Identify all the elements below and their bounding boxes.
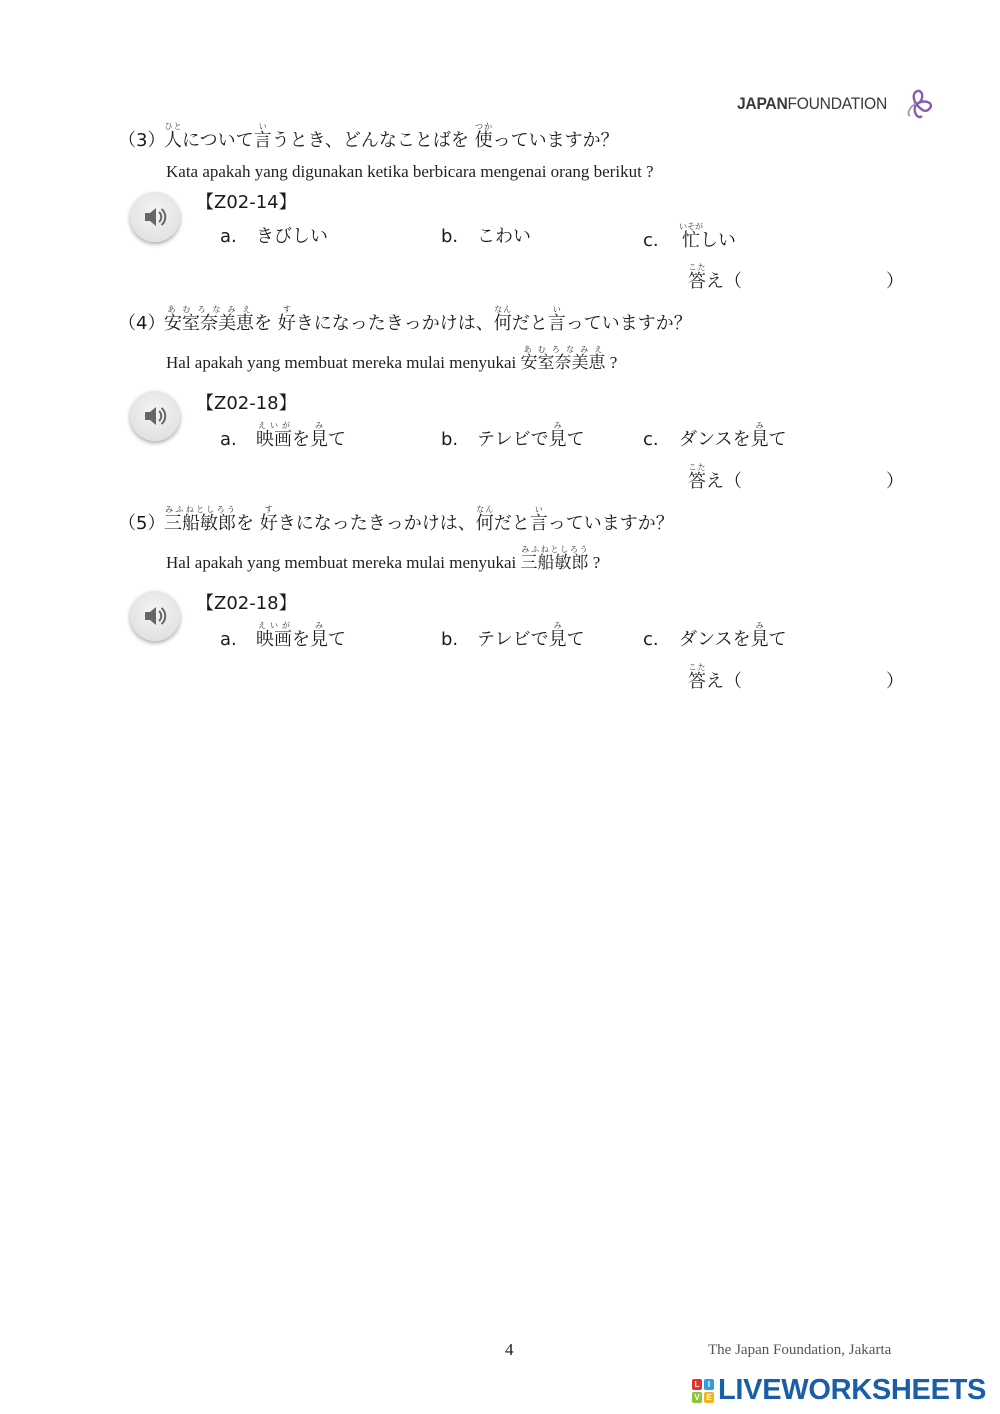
audio-play-button[interactable] bbox=[130, 391, 180, 441]
speaker-icon bbox=[142, 204, 168, 230]
question-3 bbox=[118, 122, 904, 312]
liveworksheets-logo bbox=[692, 1374, 986, 1407]
text-segment: ダンスを bbox=[679, 629, 751, 650]
liveworksheets-text: LIVEWORKSHEETS bbox=[718, 1374, 987, 1406]
text-segment: て bbox=[768, 629, 787, 650]
text-segment: て bbox=[566, 629, 585, 650]
question-translation bbox=[166, 162, 654, 182]
furigana-word: 言い bbox=[529, 505, 548, 534]
text-segment: こわい bbox=[477, 226, 531, 247]
text-segment: っていますか？ bbox=[565, 313, 692, 334]
question-text: （3）人ひとについて言いうとき、どんなことばを 使つかっていますか？ bbox=[118, 122, 619, 151]
option-b[interactable]: b. テレビで見みて bbox=[441, 621, 585, 650]
text-segment: を bbox=[292, 629, 310, 650]
text-segment: だと bbox=[511, 313, 548, 334]
question-text: （5）三船敏郎みふねとしろうを 好すきになったきっかけは、何なんだと言いっていますか？ bbox=[118, 505, 674, 534]
answer-field[interactable]: 答こたえ（ ） bbox=[688, 663, 904, 692]
audio-code: 【Z02-18】 bbox=[196, 393, 297, 414]
footer-credit: The Japan Foundation, Jakarta bbox=[708, 1342, 892, 1358]
furigana-word: 映画えいが bbox=[256, 421, 292, 450]
speaker-icon bbox=[142, 603, 168, 629]
text-segment: テレビで bbox=[477, 629, 549, 650]
furigana-word: 何なん bbox=[475, 505, 494, 534]
speaker-icon bbox=[142, 403, 168, 429]
audio-code: 【Z02-18】 bbox=[196, 593, 297, 614]
audio-play-button[interactable] bbox=[130, 591, 180, 641]
text-segment: きびしい bbox=[256, 226, 328, 247]
audio-code: 【Z02-14】 bbox=[196, 192, 297, 213]
liveworksheets-grid-icon: L I V E bbox=[692, 1379, 714, 1403]
text-segment: うとき、どんなことばを bbox=[271, 130, 475, 151]
option-c[interactable]: c. 忙いそがしい bbox=[643, 222, 736, 251]
text-segment: きになったきっかけは、 bbox=[277, 513, 476, 534]
furigana-word: 見み bbox=[750, 421, 769, 450]
audio-play-button[interactable] bbox=[130, 192, 180, 242]
text-segment: きになったきっかけは、 bbox=[295, 313, 494, 334]
text-segment: Kata apakah yang digunakan ketika berbicara mengenai orang berikut ? bbox=[166, 162, 654, 181]
furigana-word: 三船敏郎みふねとしろう bbox=[520, 545, 589, 573]
text-segment: ? bbox=[588, 553, 601, 572]
option-b[interactable]: b. テレビで見みて bbox=[441, 421, 585, 450]
furigana-word: 好す bbox=[277, 305, 296, 334]
furigana-word: 見み bbox=[750, 621, 769, 650]
furigana-word: 映画えいが bbox=[256, 621, 292, 650]
furigana-word: 見み bbox=[310, 421, 328, 450]
text-segment: Hal apakah yang membuat mereka mulai menyukai bbox=[166, 553, 521, 572]
furigana-word: 安室奈美恵あむろなみえ bbox=[520, 345, 606, 373]
text-segment: ダンスを bbox=[679, 429, 751, 450]
text-segment: だと bbox=[493, 513, 530, 534]
logo-text: JAPANFOUNDATION bbox=[737, 94, 887, 113]
text-segment: テレビで bbox=[477, 429, 549, 450]
furigana-word: 言い bbox=[253, 122, 272, 151]
answer-field[interactable]: 答こたえ（ ） bbox=[688, 263, 904, 292]
question-4 bbox=[118, 305, 904, 495]
text-segment: について bbox=[182, 130, 254, 151]
furigana-word: 言い bbox=[547, 305, 566, 334]
option-b[interactable]: b. こわい bbox=[441, 226, 531, 247]
question-text: （4）安室奈美恵あむろなみえを 好すきになったきっかけは、何なんだと言いっていますか？ bbox=[118, 305, 692, 334]
text-segment: て bbox=[328, 629, 346, 650]
option-c[interactable]: c. ダンスを見みて bbox=[643, 421, 787, 450]
japan-foundation-logo bbox=[737, 86, 936, 122]
text-segment: っていますか？ bbox=[492, 130, 619, 151]
furigana-word: 三船敏郎みふねとしろう bbox=[164, 505, 236, 534]
furigana-word: 何なん bbox=[493, 305, 512, 334]
text-segment: っていますか？ bbox=[547, 513, 674, 534]
text-segment: を bbox=[292, 429, 310, 450]
text-segment: て bbox=[566, 429, 585, 450]
question-translation bbox=[166, 545, 600, 573]
option-a[interactable]: a. 映画えいがを見みて bbox=[220, 421, 346, 450]
text-segment: Hal apakah yang membuat mereka mulai menyukai bbox=[166, 353, 521, 372]
text-segment: て bbox=[768, 429, 787, 450]
furigana-word: 使つか bbox=[474, 122, 493, 151]
text-segment: を bbox=[236, 513, 260, 534]
text-segment: を bbox=[254, 313, 278, 334]
furigana-word: 安室奈美恵あむろなみえ bbox=[164, 305, 254, 334]
furigana-word: 見み bbox=[548, 421, 567, 450]
text-segment: て bbox=[328, 429, 346, 450]
question-translation bbox=[166, 345, 617, 373]
furigana-word: 忙いそが bbox=[679, 222, 703, 251]
furigana-word: 好す bbox=[259, 505, 278, 534]
butterfly-icon bbox=[902, 86, 936, 122]
furigana-word: 見み bbox=[548, 621, 567, 650]
option-a[interactable]: a. 映画えいがを見みて bbox=[220, 621, 346, 650]
option-a[interactable]: a. きびしい bbox=[220, 226, 328, 247]
option-c[interactable]: c. ダンスを見みて bbox=[643, 621, 787, 650]
text-segment: ? bbox=[605, 353, 618, 372]
furigana-word: 見み bbox=[310, 621, 328, 650]
answer-field[interactable]: 答こたえ（ ） bbox=[688, 463, 904, 492]
text-segment: しい bbox=[700, 230, 736, 251]
furigana-word: 人ひと bbox=[164, 122, 182, 151]
question-5 bbox=[118, 505, 904, 695]
page-number: 4 bbox=[505, 1340, 514, 1359]
